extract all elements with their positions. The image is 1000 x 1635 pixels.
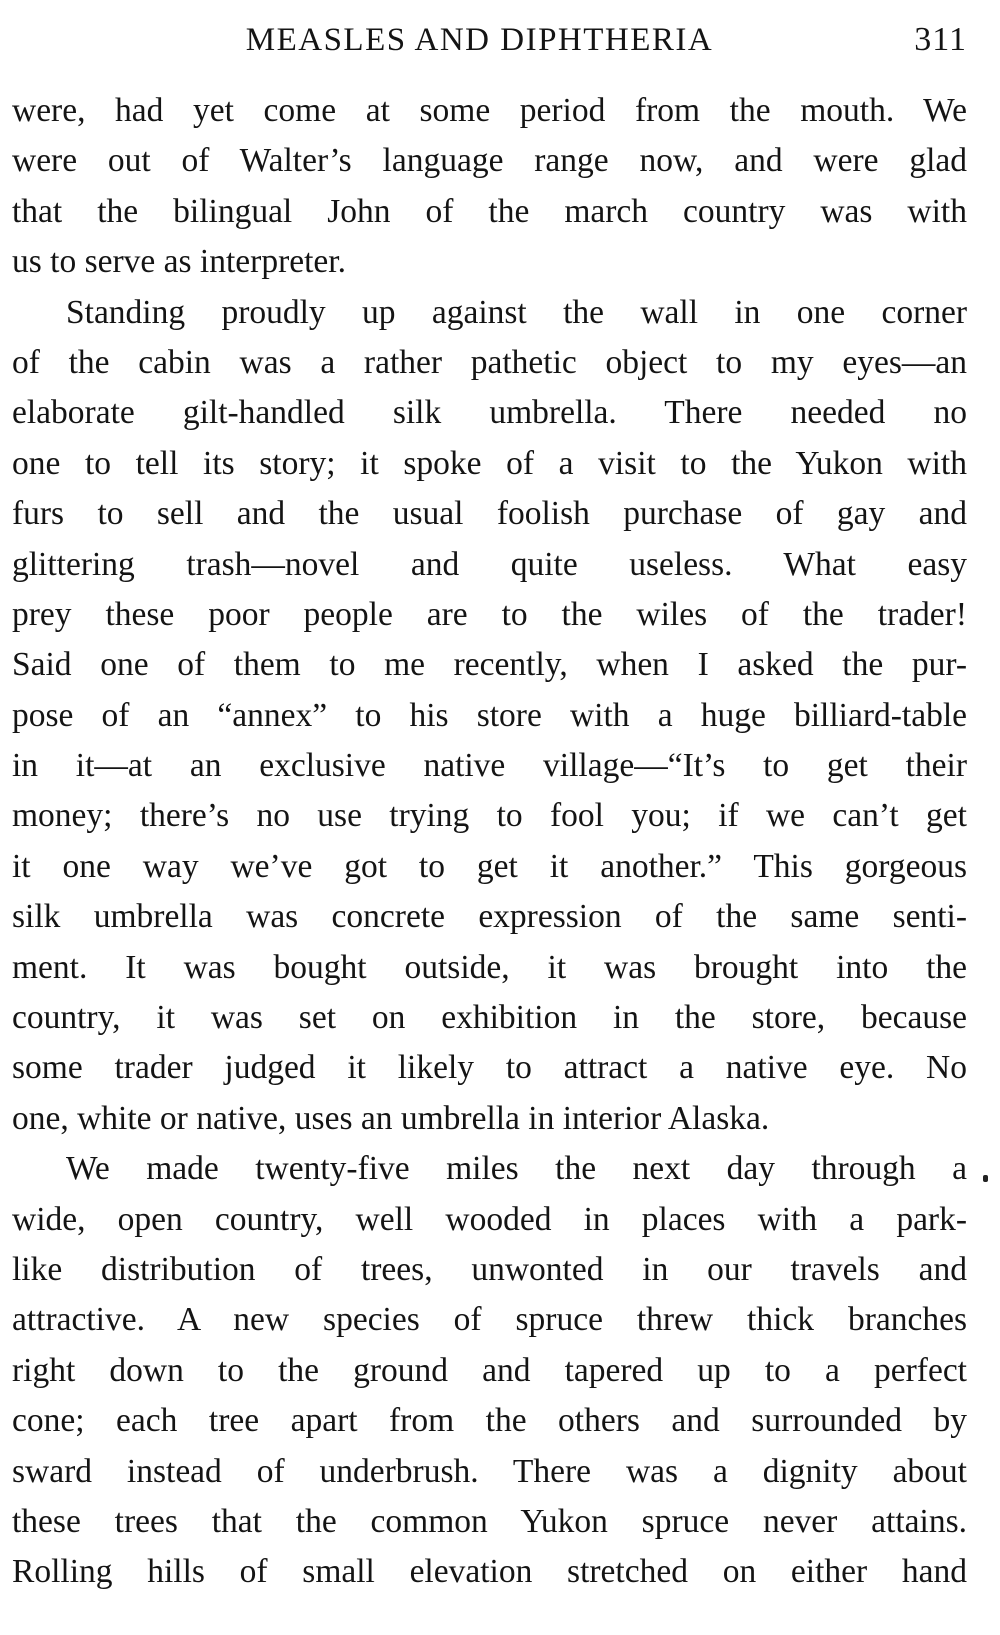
text-line: ment. It was bought outside, it was brought into the bbox=[12, 948, 967, 986]
text-line: were, had yet come at some period from the mouth. We bbox=[12, 92, 967, 129]
text-line: one to tell its story; it spoke of a visit to the Yukon with bbox=[12, 444, 967, 482]
text-line: like distribution of trees, unwonted in our travels and bbox=[12, 1250, 967, 1288]
text-line: right down to the ground and tapered up to a perfect bbox=[12, 1351, 967, 1389]
text-line: furs to sell and the usual foolish purchase of gay and bbox=[12, 495, 967, 533]
text-line: of the cabin was a rather pathetic object to my eyes—an bbox=[12, 343, 967, 381]
text-line: pose of an “annex” to his store with a huge billiard-table bbox=[12, 696, 967, 734]
text-line: Rolling hills of small elevation stretched on either hand bbox=[12, 1553, 967, 1591]
text-line: sward instead of underbrush. There was a dignity about bbox=[12, 1452, 967, 1490]
text-line: country, it was set on exhibition in the store, because bbox=[12, 999, 967, 1037]
text-line: elaborate gilt-handled silk umbrella. There needed no bbox=[12, 394, 967, 432]
text-line: some trader judged it likely to attract a native eye. No bbox=[12, 1049, 967, 1087]
chapter-title: MEASLES AND DIPHTHERIA bbox=[245, 22, 714, 58]
text-line: these trees that the common Yukon spruce never attains. bbox=[12, 1502, 967, 1540]
body-text bbox=[12, 86, 967, 1598]
text-line: in it—at an exclusive native village—“It’s to get their bbox=[12, 747, 967, 785]
text-line: were out of Walter’s language range now, and were glad bbox=[12, 142, 967, 180]
text-line: us to serve as interpreter. bbox=[12, 243, 346, 281]
text-line: glittering trash—novel and quite useless. What easy bbox=[12, 545, 967, 583]
text-line: attractive. A new species of spruce threw thick branches bbox=[12, 1301, 967, 1339]
text-line: money; there’s no use trying to fool you; if we can’t get bbox=[12, 797, 967, 835]
text-line: silk umbrella was concrete expression of the same senti- bbox=[12, 898, 967, 936]
text-line: We made twenty-five miles the next day through a bbox=[66, 1150, 967, 1188]
running-head bbox=[12, 14, 967, 66]
text-line: cone; each tree apart from the others and surrounded by bbox=[12, 1402, 967, 1440]
text-line: Standing proudly up against the wall in one corner bbox=[66, 293, 967, 331]
text-line: that the bilingual John of the march country was with bbox=[12, 192, 967, 230]
text-line: Said one of them to me recently, when I asked the pur- bbox=[12, 646, 967, 684]
text-line: wide, open country, well wooded in places with a park- bbox=[12, 1200, 967, 1238]
text-line: it one way we’ve got to get it another.” This gorgeous bbox=[12, 847, 967, 885]
text-line: prey these poor people are to the wiles of the trader! bbox=[12, 595, 967, 633]
page-number: 311 bbox=[914, 21, 967, 58]
margin-ink-mark bbox=[983, 1175, 988, 1182]
text-line: one, white or native, uses an umbrella in interior Alaska. bbox=[12, 1099, 770, 1137]
